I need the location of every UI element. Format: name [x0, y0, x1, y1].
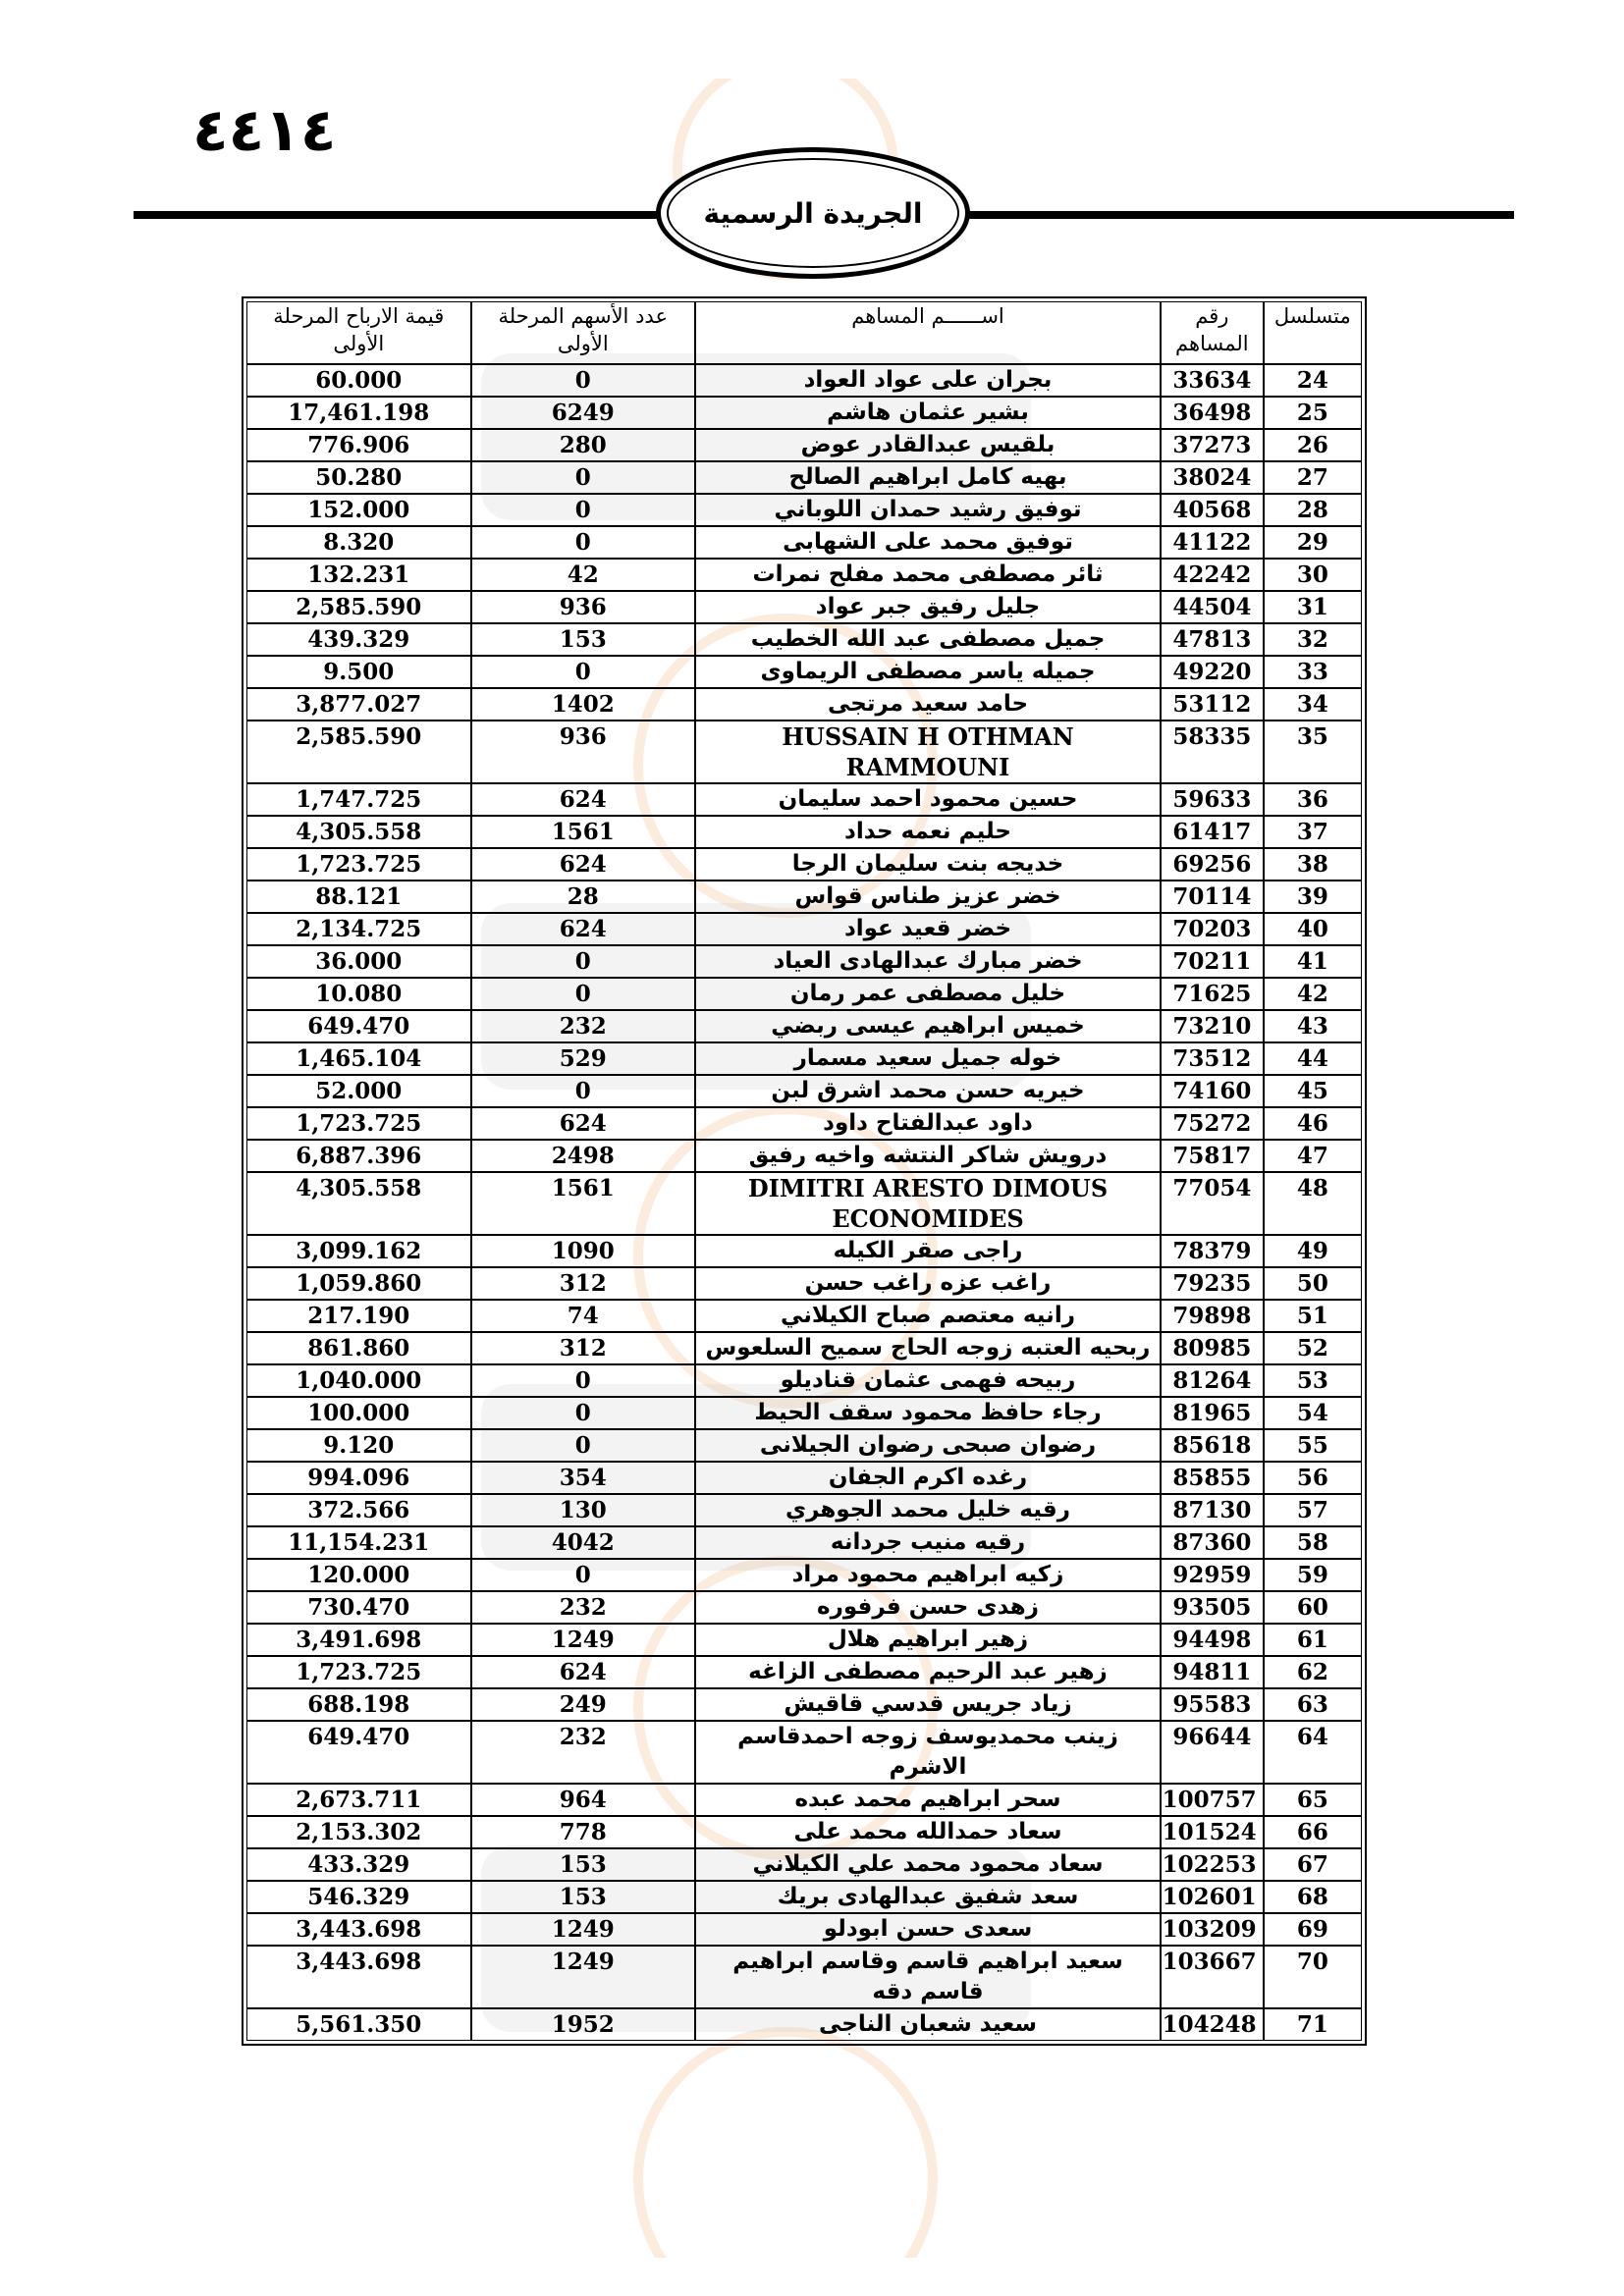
cell-holder-number: 71625 [1161, 978, 1264, 1010]
cell-shares: 153 [471, 1881, 695, 1913]
cell-profit-value: 439.329 [246, 623, 471, 656]
cell-holder-name: زهدى حسن فرفوره [695, 1591, 1161, 1624]
cell-seq: 63 [1264, 1688, 1362, 1721]
table-row [246, 1816, 1362, 1848]
cell-profit-value: 730.470 [246, 1591, 471, 1624]
cell-holder-number: 103667 [1161, 1946, 1264, 2008]
cell-holder-name: DIMITRI ARESTO DIMOUS ECONOMIDES [695, 1172, 1161, 1235]
cell-shares: 1402 [471, 688, 695, 721]
cell-holder-name: زهير عبد الرحيم مصطفى الزاغه [695, 1656, 1161, 1688]
cell-seq: 41 [1264, 945, 1362, 978]
cell-seq: 33 [1264, 656, 1362, 688]
cell-profit-value: 2,153.302 [246, 1816, 471, 1848]
table-row [246, 494, 1362, 526]
cell-seq: 54 [1264, 1397, 1362, 1429]
cell-holder-name: رجاء حافظ محمود سقف الحيط [695, 1397, 1161, 1429]
table-row [246, 461, 1362, 494]
cell-holder-name: رغده اكرم الجفان [695, 1462, 1161, 1494]
table-row [246, 1364, 1362, 1397]
header-shares: عدد الأسهم المرحلة الأولى [471, 301, 695, 364]
cell-seq: 32 [1264, 623, 1362, 656]
cell-profit-value: 3,443.698 [246, 1913, 471, 1946]
cell-seq: 68 [1264, 1881, 1362, 1913]
cell-holder-number: 102601 [1161, 1881, 1264, 1913]
table-row [246, 1300, 1362, 1332]
cell-holder-name: داود عبدالفتاح داود [695, 1107, 1161, 1140]
cell-seq: 58 [1264, 1526, 1362, 1559]
cell-shares: 74 [471, 1300, 695, 1332]
cell-seq: 44 [1264, 1042, 1362, 1075]
cell-shares: 0 [471, 945, 695, 978]
table-row [246, 591, 1362, 623]
cell-shares: 0 [471, 978, 695, 1010]
cell-shares: 1249 [471, 1913, 695, 1946]
cell-profit-value: 100.000 [246, 1397, 471, 1429]
cell-seq: 67 [1264, 1848, 1362, 1881]
cell-holder-name: HUSSAIN H OTHMAN RAMMOUNI [695, 721, 1161, 783]
cell-holder-name: خديجه بنت سليمان الرجا [695, 848, 1161, 881]
cell-shares: 4042 [471, 1526, 695, 1559]
cell-holder-number: 37273 [1161, 429, 1264, 461]
cell-seq: 49 [1264, 1235, 1362, 1267]
cell-holder-number: 69256 [1161, 848, 1264, 881]
cell-shares: 624 [471, 1107, 695, 1140]
table-row [246, 1526, 1362, 1559]
cell-shares: 1952 [471, 2008, 695, 2041]
cell-profit-value: 2,585.590 [246, 721, 471, 783]
cell-holder-name: زكيه ابراهيم محمود مراد [695, 1559, 1161, 1591]
cell-profit-value: 3,491.698 [246, 1624, 471, 1656]
table-row [246, 2008, 1362, 2041]
cell-profit-value: 1,723.725 [246, 1107, 471, 1140]
table-row [246, 1624, 1362, 1656]
table-row [246, 656, 1362, 688]
cell-holder-name: ربيحه فهمى عثمان قناديلو [695, 1364, 1161, 1397]
table-row [246, 945, 1362, 978]
table-row [246, 1042, 1362, 1075]
cell-holder-name: سحر ابراهيم محمد عبده [695, 1784, 1161, 1816]
cell-profit-value: 649.470 [246, 1010, 471, 1042]
cell-profit-value: 6,887.396 [246, 1140, 471, 1172]
cell-shares: 232 [471, 1010, 695, 1042]
cell-shares: 1090 [471, 1235, 695, 1267]
table-row [246, 1267, 1362, 1300]
cell-seq: 26 [1264, 429, 1362, 461]
cell-holder-number: 40568 [1161, 494, 1264, 526]
cell-seq: 28 [1264, 494, 1362, 526]
cell-holder-number: 77054 [1161, 1172, 1264, 1235]
table-row [246, 978, 1362, 1010]
cell-seq: 55 [1264, 1429, 1362, 1462]
cell-shares: 0 [471, 461, 695, 494]
cell-shares: 0 [471, 1429, 695, 1462]
cell-holder-number: 94811 [1161, 1656, 1264, 1688]
cell-seq: 47 [1264, 1140, 1362, 1172]
cell-holder-number: 36498 [1161, 397, 1264, 429]
cell-shares: 0 [471, 526, 695, 559]
cell-holder-number: 49220 [1161, 656, 1264, 688]
cell-holder-number: 53112 [1161, 688, 1264, 721]
cell-profit-value: 52.000 [246, 1075, 471, 1107]
cell-shares: 232 [471, 1591, 695, 1624]
table-row [246, 783, 1362, 816]
shareholders-table-frame [242, 296, 1367, 2046]
table-row [246, 526, 1362, 559]
cell-profit-value: 1,723.725 [246, 1656, 471, 1688]
cell-shares: 153 [471, 623, 695, 656]
cell-profit-value: 2,673.711 [246, 1784, 471, 1816]
cell-holder-number: 101524 [1161, 1816, 1264, 1848]
gazette-title: الجريدة الرسمية [703, 196, 923, 230]
cell-holder-number: 92959 [1161, 1559, 1264, 1591]
cell-profit-value: 1,040.000 [246, 1364, 471, 1397]
cell-shares: 249 [471, 1688, 695, 1721]
cell-holder-number: 38024 [1161, 461, 1264, 494]
cell-profit-value: 60.000 [246, 364, 471, 397]
cell-seq: 27 [1264, 461, 1362, 494]
cell-profit-value: 3,443.698 [246, 1946, 471, 2008]
cell-shares: 0 [471, 494, 695, 526]
cell-shares: 624 [471, 783, 695, 816]
table-row [246, 1107, 1362, 1140]
cell-holder-number: 93505 [1161, 1591, 1264, 1624]
cell-holder-number: 81264 [1161, 1364, 1264, 1397]
cell-shares: 1249 [471, 1624, 695, 1656]
table-row [246, 1946, 1362, 2008]
cell-holder-number: 102253 [1161, 1848, 1264, 1881]
cell-seq: 61 [1264, 1624, 1362, 1656]
table-row [246, 1462, 1362, 1494]
cell-holder-number: 58335 [1161, 721, 1264, 783]
table-row [246, 1172, 1362, 1235]
cell-seq: 42 [1264, 978, 1362, 1010]
cell-holder-number: 100757 [1161, 1784, 1264, 1816]
cell-shares: 1561 [471, 1172, 695, 1235]
cell-seq: 64 [1264, 1721, 1362, 1784]
cell-seq: 39 [1264, 881, 1362, 913]
table-row [246, 1913, 1362, 1946]
cell-holder-name: راجى صقر الكيله [695, 1235, 1161, 1267]
cell-profit-value: 1,723.725 [246, 848, 471, 881]
cell-seq: 46 [1264, 1107, 1362, 1140]
gazette-title-oval [656, 147, 970, 279]
cell-holder-name: خضر قعيد عواد [695, 913, 1161, 945]
cell-holder-name: خضر مبارك عبدالهادى العياد [695, 945, 1161, 978]
cell-shares: 280 [471, 429, 695, 461]
cell-holder-number: 87130 [1161, 1494, 1264, 1526]
cell-holder-number: 73512 [1161, 1042, 1264, 1075]
cell-seq: 30 [1264, 559, 1362, 591]
cell-profit-value: 1,465.104 [246, 1042, 471, 1075]
cell-profit-value: 688.198 [246, 1688, 471, 1721]
cell-shares: 0 [471, 1397, 695, 1429]
cell-profit-value: 3,099.162 [246, 1235, 471, 1267]
cell-seq: 43 [1264, 1010, 1362, 1042]
cell-shares: 624 [471, 848, 695, 881]
cell-seq: 24 [1264, 364, 1362, 397]
cell-seq: 57 [1264, 1494, 1362, 1526]
cell-holder-number: 78379 [1161, 1235, 1264, 1267]
table-header-row [246, 301, 1362, 364]
cell-profit-value: 372.566 [246, 1494, 471, 1526]
table-row [246, 1332, 1362, 1364]
cell-holder-name: سعيد شعبان الناجى [695, 2008, 1161, 2041]
cell-shares: 2498 [471, 1140, 695, 1172]
cell-holder-name: ربحيه العتبه زوجه الحاج سميح السلعوس [695, 1332, 1161, 1364]
table-row [246, 1010, 1362, 1042]
table-row [246, 1140, 1362, 1172]
cell-profit-value: 11,154.231 [246, 1526, 471, 1559]
cell-seq: 56 [1264, 1462, 1362, 1494]
cell-holder-name: سعدى حسن ابودلو [695, 1913, 1161, 1946]
cell-profit-value: 2,585.590 [246, 591, 471, 623]
cell-profit-value: 994.096 [246, 1462, 471, 1494]
table-row [246, 397, 1362, 429]
table-row [246, 1429, 1362, 1462]
cell-holder-name: بلقيس عبدالقادر عوض [695, 429, 1161, 461]
table-row [246, 429, 1362, 461]
cell-holder-name: رقيه منيب جردانه [695, 1526, 1161, 1559]
cell-shares: 778 [471, 1816, 695, 1848]
cell-holder-name: خيريه حسن محمد اشرق لبن [695, 1075, 1161, 1107]
cell-seq: 36 [1264, 783, 1362, 816]
table-row [246, 688, 1362, 721]
cell-holder-name: راغب عزه راغب حسن [695, 1267, 1161, 1300]
cell-holder-number: 41122 [1161, 526, 1264, 559]
cell-profit-value: 50.280 [246, 461, 471, 494]
cell-holder-number: 73210 [1161, 1010, 1264, 1042]
cell-holder-name: حسين محمود احمد سليمان [695, 783, 1161, 816]
shareholders-table [246, 301, 1362, 2041]
table-row [246, 623, 1362, 656]
cell-holder-name: سعيد ابراهيم قاسم وقاسم ابراهيم قاسم دقه [695, 1946, 1161, 2008]
cell-shares: 936 [471, 591, 695, 623]
cell-shares: 130 [471, 1494, 695, 1526]
cell-holder-number: 96644 [1161, 1721, 1264, 1784]
cell-profit-value: 3,877.027 [246, 688, 471, 721]
cell-holder-number: 85618 [1161, 1429, 1264, 1462]
cell-profit-value: 4,305.558 [246, 816, 471, 848]
cell-profit-value: 649.470 [246, 1721, 471, 1784]
header-holder-number: رقم المساهم [1161, 301, 1264, 364]
table-row [246, 848, 1362, 881]
page-number: ٤٤١٤ [192, 96, 337, 165]
table-row [246, 1784, 1362, 1816]
cell-seq: 38 [1264, 848, 1362, 881]
cell-shares: 529 [471, 1042, 695, 1075]
table-row [246, 1688, 1362, 1721]
cell-profit-value: 152.000 [246, 494, 471, 526]
cell-seq: 51 [1264, 1300, 1362, 1332]
cell-holder-name: خوله جميل سعيد مسمار [695, 1042, 1161, 1075]
cell-holder-number: 74160 [1161, 1075, 1264, 1107]
table-row [246, 1591, 1362, 1624]
cell-profit-value: 546.329 [246, 1881, 471, 1913]
cell-profit-value: 9.500 [246, 656, 471, 688]
cell-profit-value: 5,561.350 [246, 2008, 471, 2041]
cell-holder-name: رانيه معتصم صباح الكيلاني [695, 1300, 1161, 1332]
cell-shares: 936 [471, 721, 695, 783]
cell-holder-name: جميله ياسر مصطفى الريماوى [695, 656, 1161, 688]
cell-holder-name: رضوان صبحى رضوان الجيلانى [695, 1429, 1161, 1462]
cell-holder-number: 79235 [1161, 1267, 1264, 1300]
cell-profit-value: 433.329 [246, 1848, 471, 1881]
cell-holder-name: سعد شفيق عبدالهادى بريك [695, 1881, 1161, 1913]
cell-holder-number: 95583 [1161, 1688, 1264, 1721]
cell-shares: 0 [471, 1559, 695, 1591]
header-holder-name: اســــــم المساهم [695, 301, 1161, 364]
table-row [246, 559, 1362, 591]
cell-holder-number: 42242 [1161, 559, 1264, 591]
cell-profit-value: 10.080 [246, 978, 471, 1010]
cell-shares: 28 [471, 881, 695, 913]
table-row [246, 1721, 1362, 1784]
cell-holder-number: 103209 [1161, 1913, 1264, 1946]
cell-shares: 354 [471, 1462, 695, 1494]
cell-seq: 25 [1264, 397, 1362, 429]
cell-holder-number: 75272 [1161, 1107, 1264, 1140]
cell-holder-name: زهير ابراهيم هلال [695, 1624, 1161, 1656]
cell-profit-value: 9.120 [246, 1429, 471, 1462]
cell-seq: 71 [1264, 2008, 1362, 2041]
header-seq: متسلسل [1264, 301, 1362, 364]
cell-holder-number: 59633 [1161, 783, 1264, 816]
cell-seq: 48 [1264, 1172, 1362, 1235]
table-row [246, 881, 1362, 913]
cell-holder-name: بجران على عواد العواد [695, 364, 1161, 397]
table-row [246, 364, 1362, 397]
table-row [246, 1494, 1362, 1526]
cell-holder-name: سعاد حمدالله محمد على [695, 1816, 1161, 1848]
cell-holder-name: بهيه كامل ابراهيم الصالح [695, 461, 1161, 494]
cell-profit-value: 217.190 [246, 1300, 471, 1332]
cell-shares: 153 [471, 1848, 695, 1881]
cell-shares: 624 [471, 913, 695, 945]
cell-holder-number: 75817 [1161, 1140, 1264, 1172]
cell-shares: 0 [471, 364, 695, 397]
cell-shares: 312 [471, 1332, 695, 1364]
cell-seq: 34 [1264, 688, 1362, 721]
cell-holder-name: سعاد محمود محمد علي الكيلاني [695, 1848, 1161, 1881]
cell-shares: 1561 [471, 816, 695, 848]
cell-shares: 0 [471, 656, 695, 688]
cell-holder-name: خضر عزيز طناس قواس [695, 881, 1161, 913]
table-row [246, 721, 1362, 783]
cell-holder-name: حليم نعمه حداد [695, 816, 1161, 848]
cell-seq: 66 [1264, 1816, 1362, 1848]
cell-profit-value: 861.860 [246, 1332, 471, 1364]
cell-holder-name: خميس ابراهيم عيسى ربضي [695, 1010, 1161, 1042]
cell-holder-name: حامد سعيد مرتجى [695, 688, 1161, 721]
table-row [246, 1235, 1362, 1267]
cell-profit-value: 88.121 [246, 881, 471, 913]
cell-holder-name: جليل رفيق جبر عواد [695, 591, 1161, 623]
cell-seq: 35 [1264, 721, 1362, 783]
cell-seq: 52 [1264, 1332, 1362, 1364]
cell-holder-number: 33634 [1161, 364, 1264, 397]
cell-seq: 62 [1264, 1656, 1362, 1688]
cell-holder-number: 47813 [1161, 623, 1264, 656]
cell-shares: 624 [471, 1656, 695, 1688]
cell-profit-value: 1,747.725 [246, 783, 471, 816]
table-row [246, 1881, 1362, 1913]
table-row [246, 1397, 1362, 1429]
table-row [246, 1848, 1362, 1881]
table-row [246, 816, 1362, 848]
cell-holder-number: 104248 [1161, 2008, 1264, 2041]
cell-seq: 50 [1264, 1267, 1362, 1300]
cell-seq: 60 [1264, 1591, 1362, 1624]
cell-profit-value: 8.320 [246, 526, 471, 559]
cell-profit-value: 776.906 [246, 429, 471, 461]
cell-profit-value: 120.000 [246, 1559, 471, 1591]
cell-holder-number: 61417 [1161, 816, 1264, 848]
cell-shares: 964 [471, 1784, 695, 1816]
cell-seq: 29 [1264, 526, 1362, 559]
cell-holder-name: درويش شاكر النتشه واخيه رفيق [695, 1140, 1161, 1172]
cell-shares: 42 [471, 559, 695, 591]
header-profit-value: قيمة الارباح المرحلة الأولى [246, 301, 471, 364]
cell-holder-number: 81965 [1161, 1397, 1264, 1429]
cell-seq: 45 [1264, 1075, 1362, 1107]
cell-holder-number: 70203 [1161, 913, 1264, 945]
cell-holder-name: توفيق محمد على الشهابى [695, 526, 1161, 559]
cell-holder-number: 70211 [1161, 945, 1264, 978]
cell-seq: 65 [1264, 1784, 1362, 1816]
cell-holder-number: 79898 [1161, 1300, 1264, 1332]
cell-holder-name: توفيق رشيد حمدان اللوباني [695, 494, 1161, 526]
cell-holder-name: ثائر مصطفى محمد مفلح نمرات [695, 559, 1161, 591]
cell-seq: 53 [1264, 1364, 1362, 1397]
table-row [246, 1656, 1362, 1688]
cell-shares: 232 [471, 1721, 695, 1784]
cell-shares: 0 [471, 1364, 695, 1397]
cell-seq: 69 [1264, 1913, 1362, 1946]
cell-holder-number: 85855 [1161, 1462, 1264, 1494]
cell-holder-name: جميل مصطفى عبد الله الخطيب [695, 623, 1161, 656]
cell-profit-value: 17,461.198 [246, 397, 471, 429]
table-row [246, 1559, 1362, 1591]
cell-seq: 40 [1264, 913, 1362, 945]
cell-holder-number: 94498 [1161, 1624, 1264, 1656]
cell-shares: 6249 [471, 397, 695, 429]
table-row [246, 1075, 1362, 1107]
cell-seq: 70 [1264, 1946, 1362, 2008]
table-row [246, 913, 1362, 945]
cell-shares: 312 [471, 1267, 695, 1300]
cell-shares: 0 [471, 1075, 695, 1107]
cell-profit-value: 2,134.725 [246, 913, 471, 945]
cell-profit-value: 132.231 [246, 559, 471, 591]
cell-shares: 1249 [471, 1946, 695, 2008]
cell-holder-name: بشير عثمان هاشم [695, 397, 1161, 429]
cell-holder-name: رقيه خليل محمد الجوهري [695, 1494, 1161, 1526]
cell-holder-name: خليل مصطفى عمر رمان [695, 978, 1161, 1010]
cell-seq: 59 [1264, 1559, 1362, 1591]
cell-holder-number: 70114 [1161, 881, 1264, 913]
cell-seq: 37 [1264, 816, 1362, 848]
cell-profit-value: 36.000 [246, 945, 471, 978]
cell-holder-number: 44504 [1161, 591, 1264, 623]
cell-holder-number: 80985 [1161, 1332, 1264, 1364]
cell-seq: 31 [1264, 591, 1362, 623]
cell-profit-value: 1,059.860 [246, 1267, 471, 1300]
cell-holder-name: زياد جريس قدسي قاقيش [695, 1688, 1161, 1721]
cell-profit-value: 4,305.558 [246, 1172, 471, 1235]
cell-holder-number: 87360 [1161, 1526, 1264, 1559]
cell-holder-name: زينب محمديوسف زوجه احمدقاسم الاشرم [695, 1721, 1161, 1784]
